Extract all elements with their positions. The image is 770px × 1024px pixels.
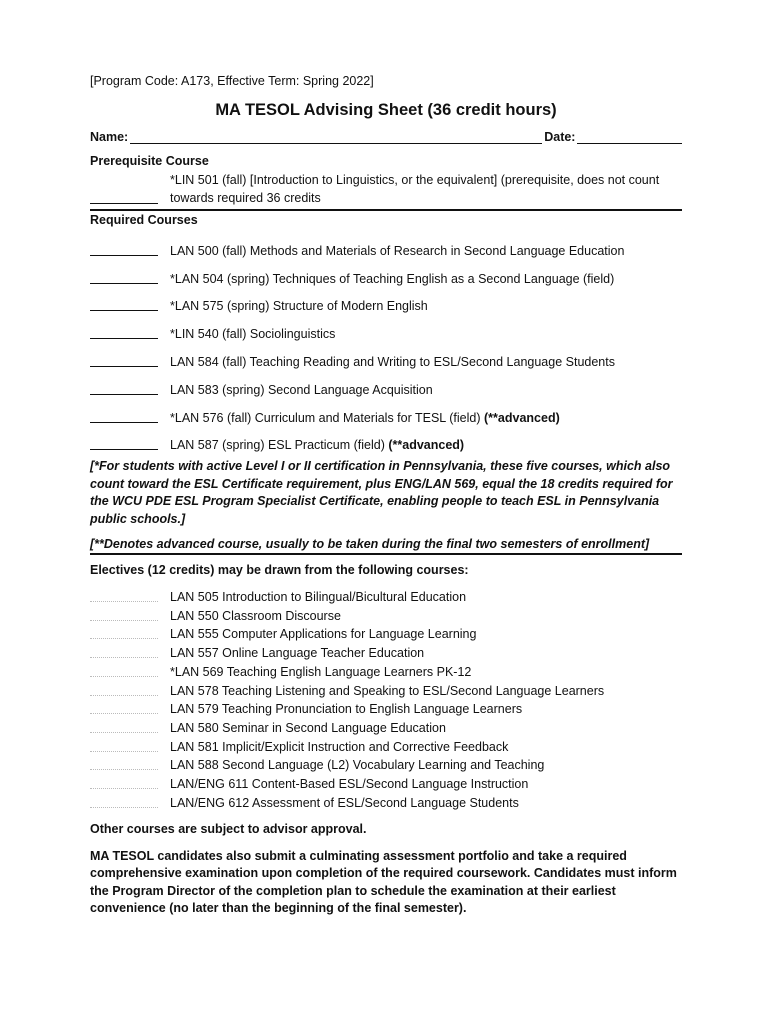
course-checkoff-blank[interactable] — [90, 382, 158, 395]
electives-heading: Electives (12 credits) may be drawn from the following courses: — [90, 563, 469, 578]
elective-checkoff-blank[interactable] — [90, 589, 158, 602]
elective-course-row — [90, 604, 682, 623]
required-course-text — [170, 272, 614, 286]
advisor-approval-note: Other courses are subject to advisor approval. — [90, 821, 367, 836]
certification-note: [*For students with active Level I or II certification in Pennsylvania, these five courses, which also count toward the ESL Certificate requirement, plus ENG/LAN 569, equal the 18 credits required for the WCU PDE ESL Program Specialist Certificate, enabling people to teach ESL in Pennsylvania public schools.] — [90, 459, 673, 526]
elective-course-text: *LAN 569 Teaching English Language Learners PK-12 — [170, 664, 472, 679]
elective-checkoff-blank[interactable] — [90, 739, 158, 752]
elective-checkoff-blank[interactable] — [90, 608, 158, 621]
prereq-text — [170, 171, 659, 207]
prereq-line-1: *LIN 501 (fall) [Introduction to Linguistics, or the equivalent] (prerequisite, does not count — [170, 173, 660, 187]
advanced-note: [**Denotes advanced course, usually to be taken during the final two semesters of enrollment] — [90, 537, 650, 552]
name-date-row — [90, 130, 682, 144]
required-course-text — [170, 383, 433, 397]
elective-course-row — [90, 679, 682, 698]
page-title: MA TESOL Advising Sheet (36 credit hours) — [215, 101, 557, 119]
required-course-text — [170, 355, 615, 369]
prereq-heading: Prerequisite Course — [90, 154, 209, 168]
required-course-row — [90, 341, 682, 369]
course-checkoff-blank[interactable] — [90, 410, 158, 423]
elective-course-text: LAN 580 Seminar in Second Language Education — [170, 720, 446, 735]
elective-course-list — [90, 585, 682, 809]
elective-checkoff-blank[interactable] — [90, 626, 158, 639]
elective-checkoff-blank[interactable] — [90, 776, 158, 789]
elective-course-text: LAN/ENG 611 Content-Based ESL/Second Language Instruction — [170, 776, 529, 791]
elective-course-row — [90, 791, 682, 810]
elective-course-text: LAN 588 Second Language (L2) Vocabulary Learning and Teaching — [170, 758, 545, 773]
elective-checkoff-blank[interactable] — [90, 701, 158, 714]
required-course-row — [90, 230, 682, 258]
course-checkoff-blank[interactable] — [90, 437, 158, 450]
required-heading: Required Courses — [90, 213, 198, 227]
required-course-row — [90, 369, 682, 397]
required-course-row — [90, 286, 682, 314]
course-checkoff-blank[interactable] — [90, 298, 158, 311]
elective-course-row — [90, 754, 682, 773]
elective-course-row — [90, 660, 682, 679]
course-title: *LAN 576 (fall) Curriculum and Materials for TESL (field) — [170, 410, 485, 425]
section-divider — [90, 209, 682, 211]
elective-course-row — [90, 641, 682, 660]
course-checkoff-blank[interactable] — [90, 271, 158, 284]
course-title: LAN 584 (fall) Teaching Reading and Writing to ESL/Second Language Students — [170, 354, 615, 369]
required-course-text — [170, 411, 560, 425]
course-title: LAN 583 (spring) Second Language Acquisition — [170, 382, 433, 397]
elective-course-text: LAN 581 Implicit/Explicit Instruction and Corrective Feedback — [170, 739, 509, 754]
elective-course-text: LAN/ENG 612 Assessment of ESL/Second Language Students — [170, 795, 519, 810]
course-title: LAN 500 (fall) Methods and Materials of Research in Second Language Education — [170, 243, 625, 258]
course-title: *LAN 504 (spring) Techniques of Teaching English as a Second Language (field) — [170, 271, 615, 286]
course-title: *LIN 540 (fall) Sociolinguistics — [170, 327, 336, 342]
required-course-list — [90, 230, 682, 452]
section-divider — [90, 553, 682, 555]
advanced-marker: (**advanced) — [484, 410, 560, 425]
required-course-row — [90, 258, 682, 286]
advanced-marker: (**advanced) — [388, 438, 465, 453]
elective-checkoff-blank[interactable] — [90, 683, 158, 696]
course-title: LAN 587 (spring) ESL Practicum (field) — [170, 438, 389, 453]
elective-checkoff-blank[interactable] — [90, 645, 158, 658]
elective-course-row — [90, 772, 682, 791]
elective-course-text: LAN 578 Teaching Listening and Speaking to ESL/Second Language Learners — [170, 683, 605, 698]
elective-course-text: LAN 505 Introduction to Bilingual/Bicultural Education — [170, 590, 467, 605]
course-checkoff-blank[interactable] — [90, 243, 158, 256]
elective-course-text: LAN 557 Online Language Teacher Education — [170, 646, 425, 661]
prereq-course — [90, 171, 682, 207]
elective-course-text: LAN 550 Classroom Discourse — [170, 608, 341, 623]
date-field[interactable] — [577, 131, 682, 144]
course-title: *LAN 575 (spring) Structure of Modern English — [170, 299, 428, 314]
program-code: [Program Code: A173, Effective Term: Spring 2022] — [90, 74, 374, 88]
elective-course-row — [90, 585, 682, 604]
advising-sheet — [90, 74, 682, 918]
required-course-text — [170, 438, 464, 452]
required-course-text — [170, 244, 624, 258]
elective-checkoff-blank[interactable] — [90, 664, 158, 677]
elective-checkoff-blank[interactable] — [90, 720, 158, 733]
name-field[interactable] — [130, 131, 542, 144]
date-label: Date: — [544, 130, 576, 144]
required-course-row — [90, 313, 682, 341]
required-course-row — [90, 425, 682, 453]
required-course-row — [90, 397, 682, 425]
prereq-checkoff-blank[interactable] — [90, 191, 158, 204]
elective-course-row — [90, 735, 682, 754]
elective-course-row — [90, 698, 682, 717]
elective-checkoff-blank[interactable] — [90, 757, 158, 770]
prereq-line-2: towards required 36 credits — [170, 191, 321, 205]
elective-course-row — [90, 716, 682, 735]
elective-course-text: LAN 555 Computer Applications for Language Learning — [170, 627, 477, 642]
elective-course-text: LAN 579 Teaching Pronunciation to English Language Learners — [170, 702, 523, 717]
elective-course-row — [90, 623, 682, 642]
required-course-text — [170, 299, 428, 313]
course-checkoff-blank[interactable] — [90, 354, 158, 367]
course-checkoff-blank[interactable] — [90, 326, 158, 339]
name-label: Name: — [90, 130, 129, 144]
required-course-text — [170, 327, 335, 341]
portfolio-exam-note: MA TESOL candidates also submit a culminating assessment portfolio and take a required comprehensive examination upon completion of the required coursework. Candidates must inform the Program Director of the completion plan to schedule the examination at their earliest convenience (no later than the beginning of the final semester). — [90, 848, 677, 916]
elective-checkoff-blank[interactable] — [90, 795, 158, 808]
